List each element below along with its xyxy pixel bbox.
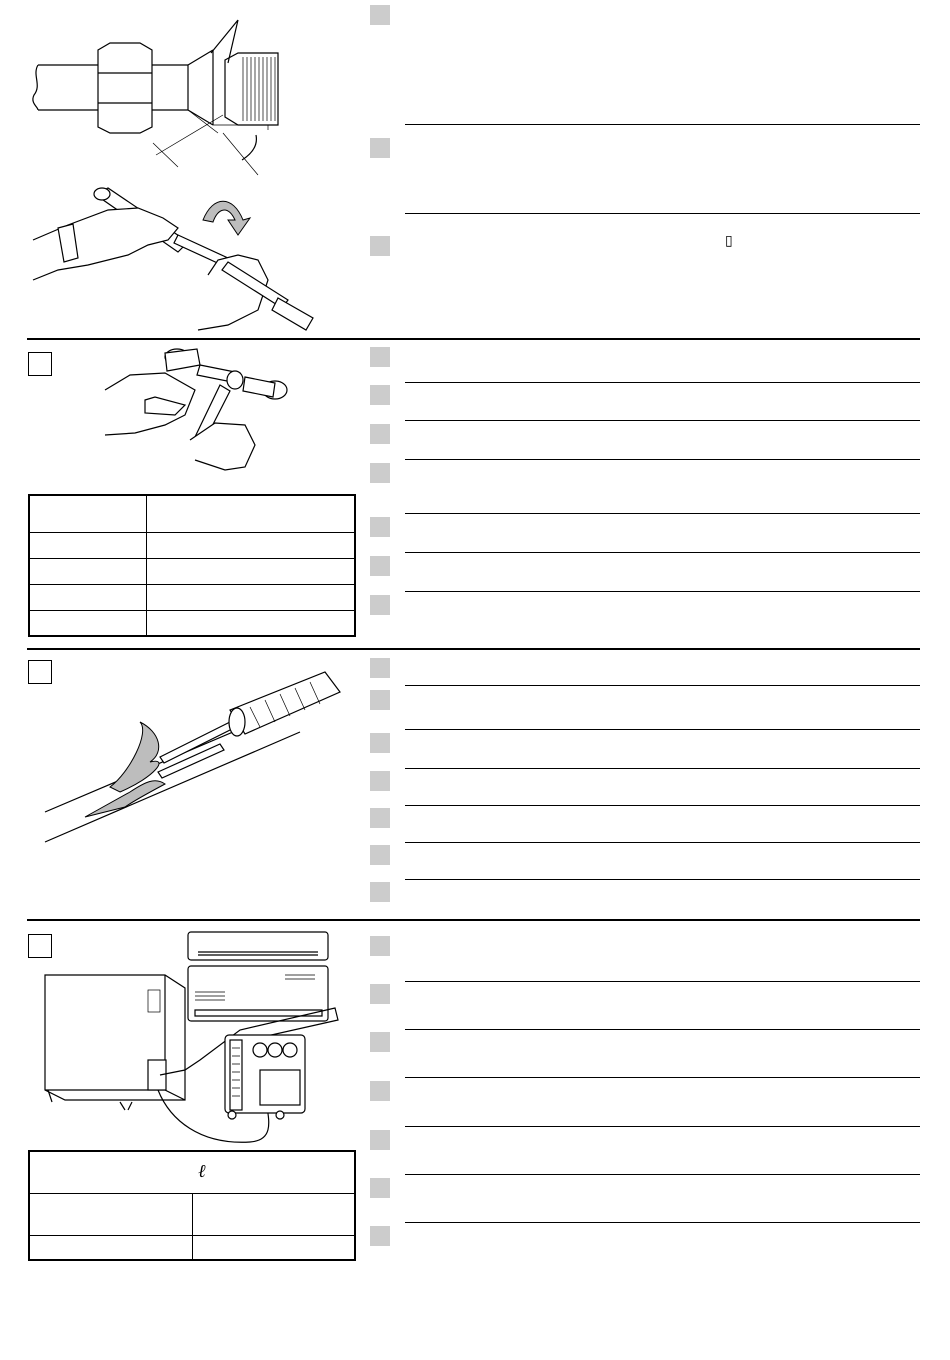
table-cell [147,495,356,532]
step-marker [370,1032,390,1052]
step-marker [370,385,390,405]
table-cell [29,1235,193,1260]
step-marker [370,1081,390,1101]
table-cell [147,558,356,584]
torque-table [28,494,356,637]
leak-test-illustration [105,345,305,470]
additional-charge-table [28,1150,356,1261]
table-cell [147,584,356,610]
step-marker [370,138,390,158]
row-divider [405,513,920,514]
step-marker [370,808,390,828]
row-divider [405,768,920,769]
row-divider [405,124,920,125]
step-marker [370,984,390,1004]
row-divider [405,1174,920,1175]
step-marker [370,845,390,865]
step-marker [370,424,390,444]
step-marker [370,771,390,791]
step-marker [370,347,390,367]
section-divider [27,338,920,340]
volume-symbol: ℓ [198,1161,206,1182]
row-divider [405,591,920,592]
row-divider [405,382,920,383]
step-marker [370,556,390,576]
table-cell [147,610,356,636]
step-marker [370,882,390,902]
row-divider [405,1077,920,1078]
step-marker [370,517,390,537]
pipe-insulation-illustration [40,672,345,847]
step-marker [370,690,390,710]
torque-wrench-illustration [28,180,328,330]
row-divider [405,805,920,806]
row-divider [405,685,920,686]
row-divider [405,842,920,843]
step-marker [370,658,390,678]
table-cell [29,1193,193,1235]
row-divider [405,879,920,880]
step-marker [370,1226,390,1246]
flare-nut-diagram [28,15,328,175]
table-cell [29,532,147,558]
row-divider [405,1029,920,1030]
step-marker [370,1130,390,1150]
step-marker [370,5,390,25]
table-cell [193,1193,356,1235]
row-divider [405,213,920,214]
row-divider [405,981,920,982]
table-cell [29,495,147,532]
tick-marker: ▯ [725,232,733,248]
section-divider [27,648,920,650]
vacuum-setup-illustration [40,930,350,1140]
row-divider [405,420,920,421]
table-cell [29,558,147,584]
row-divider [405,729,920,730]
table-cell [193,1235,356,1260]
step-marker [370,936,390,956]
table-cell [147,532,356,558]
row-divider [405,1222,920,1223]
row-divider [405,1126,920,1127]
table-cell [29,610,147,636]
row-divider [405,459,920,460]
section-number-box [28,352,52,376]
step-marker [370,1178,390,1198]
step-marker [370,595,390,615]
step-marker [370,236,390,256]
table-cell [29,1151,355,1193]
row-divider [405,552,920,553]
step-marker [370,463,390,483]
section-divider [27,919,920,921]
step-marker [370,733,390,753]
table-cell [29,584,147,610]
